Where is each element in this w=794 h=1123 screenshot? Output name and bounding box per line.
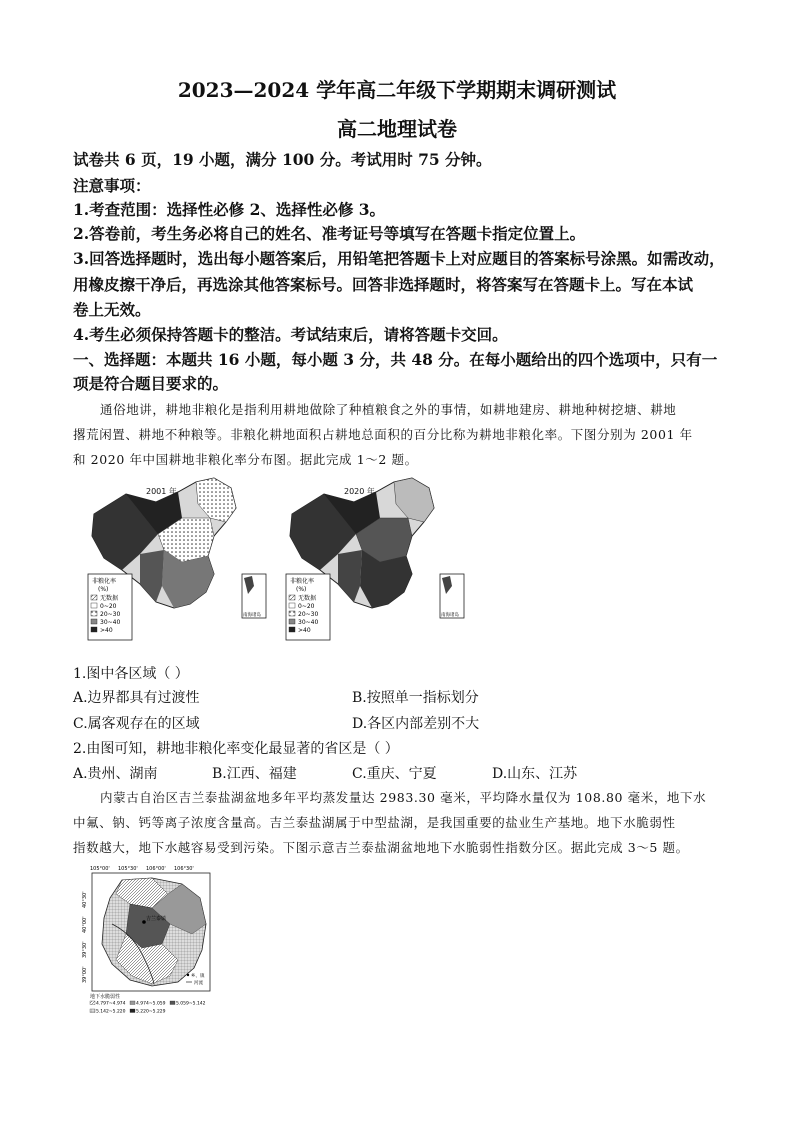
legend-2001-unit: (%) — [98, 586, 109, 593]
passage-2-line-3: 指数越大，地下水越容易受到污染。下图示意吉兰泰盐湖盆地地下水脆弱性指数分区。据此完成 3～5 题。 — [73, 840, 689, 855]
legend-town: 乡、镇 — [191, 974, 205, 979]
lon-label-2: 105°30' — [118, 866, 138, 872]
basin-legend-4: 5.142~5.220 — [96, 1009, 126, 1015]
passage-1-line-2: 撂荒闲置、耕地不种粮等。非粮化耕地面积占耕地总面积的百分比称为耕地非粮化率。下图分别为 2001 年 — [73, 427, 693, 442]
basin-legend-5: 5.220~5.229 — [136, 1009, 166, 1015]
section-1-heading-line-1: 一、选择题：本题共 16 小题，每小题 3 分，共 48 分。在每小题给出的四个选项中，只有一 — [73, 350, 718, 369]
question-2-option-d[interactable]: D.山东、江苏 — [492, 766, 578, 782]
note-1: 1.考查范围：选择性必修 2、选择性必修 3。 — [73, 200, 386, 219]
basin-legend-1: 4.797~4.974 — [96, 1001, 126, 1007]
legend-2020-item-5: >40 — [298, 627, 311, 634]
question-1-option-b[interactable]: B.按照单一指标划分 — [352, 690, 479, 706]
map-2001-year-label: 2001 年 — [146, 487, 177, 496]
legend-2020-item-1: 无数据 — [298, 595, 317, 602]
legend-river: 河流 — [194, 981, 203, 986]
inset-2001-label: 南海诸岛 — [243, 613, 261, 618]
passage-1-line-3: 和 2020 年中国耕地非粮化率分布图。据此完成 1～2 题。 — [73, 452, 418, 467]
question-2-option-c[interactable]: C.重庆、宁夏 — [352, 766, 437, 782]
map-2001-inset — [242, 574, 266, 618]
basin-legend-3: 5.059~5.142 — [176, 1001, 206, 1007]
lat-label-3: 39°30' — [82, 941, 88, 958]
basin-legend-2: 4.974~5.059 — [136, 1001, 166, 1007]
inset-2020-label: 南海诸岛 — [441, 613, 459, 618]
map-2001-legend — [88, 574, 132, 640]
note-2: 2.答卷前，考生务必将自己的姓名、准考证号等填写在答题卡指定位置上。 — [73, 224, 586, 243]
map-2020-year-label: 2020 年 — [344, 487, 375, 496]
exam-info: 试卷共 6 页，19 小题，满分 100 分。考试用时 75 分钟。 — [73, 150, 492, 169]
question-1-stem: 1.图中各区域（ ） — [73, 666, 189, 682]
note-3-line-2: 用橡皮擦干净后，再选涂其他答案标号。回答非选择题时，将答案写在答题卡上。写在本试 — [73, 275, 694, 294]
passage-2-line-2: 中氟、钠、钙等离子浓度含量高。吉兰泰盐湖属于中型盐湖，是我国重要的盐业生产基地。地下水脆弱性 — [73, 815, 676, 830]
question-1-option-a[interactable]: A.边界都具有过渡性 — [73, 690, 200, 706]
note-3-line-3: 卷上无效。 — [73, 300, 151, 319]
town-label: 吉兰泰镇 — [146, 916, 167, 922]
exam-subtitle: 高二地理试卷 — [337, 117, 457, 141]
figure-2-basin-map — [82, 864, 222, 1024]
note-4: 4.考生必须保持答题卡的整洁。考试结束后，请将答题卡交回。 — [73, 325, 508, 344]
figure-1-maps — [86, 474, 486, 644]
legend-2020-item-3: 20~30 — [298, 611, 319, 618]
question-1-option-c[interactable]: C.属客观存在的区域 — [73, 716, 200, 732]
lon-label-4: 106°30' — [174, 866, 194, 872]
section-1-heading-line-2: 项是符合题目要求的。 — [73, 374, 229, 393]
lon-label-3: 106°00' — [146, 866, 166, 872]
question-2-option-a[interactable]: A.贵州、湖南 — [73, 766, 158, 782]
legend-2001-item-1: 无数据 — [100, 595, 119, 602]
lat-label-1: 40°30' — [82, 891, 88, 908]
question-1-option-d[interactable]: D.各区内部差别不大 — [352, 716, 480, 732]
legend-2020-item-2: 0~20 — [298, 603, 315, 610]
lat-label-2: 40°00' — [82, 916, 88, 933]
legend-2001-item-5: >40 — [100, 627, 113, 634]
map-2020-inset — [440, 574, 464, 618]
legend-2001-item-4: 30~40 — [100, 619, 121, 626]
map-2020-legend — [286, 574, 330, 640]
notes-title: 注意事项： — [73, 176, 151, 195]
lon-label-1: 105°00' — [90, 866, 110, 872]
legend-2001-item-2: 0~20 — [100, 603, 117, 610]
passage-1-line-1: 通俗地讲，耕地非粮化是指利用耕地做除了种植粮食之外的事情，如耕地建房、耕地种树挖塘、耕地 — [100, 402, 677, 417]
question-2-stem: 2.由图可知，耕地非粮化率变化最显著的省区是（ ） — [73, 741, 399, 757]
basin-legend-title: 地下水脆弱性 — [90, 994, 121, 1000]
legend-2020-title: 非粮化率 — [290, 578, 315, 585]
note-3-line-1: 3.回答选择题时，选出每小题答案后，用铅笔把答题卡上对应题目的答案标号涂黑。如需改动， — [73, 249, 725, 268]
question-2-option-b[interactable]: B.江西、福建 — [212, 766, 297, 782]
legend-2020-item-4: 30~40 — [298, 619, 319, 626]
map-2020 — [286, 478, 464, 640]
passage-2-line-1: 内蒙古自治区吉兰泰盐湖盆地多年平均蒸发量达 2983.30 毫米，平均降水量仅为 108.80 毫米，地下水 — [100, 790, 707, 805]
legend-2001-item-3: 20~30 — [100, 611, 121, 618]
legend-2020-unit: (%) — [296, 586, 307, 593]
exam-title: 2023—2024 学年高二年级下学期期末调研测试 — [177, 78, 617, 102]
lat-label-4: 39°00' — [82, 966, 88, 983]
legend-2001-title: 非粮化率 — [92, 578, 117, 585]
